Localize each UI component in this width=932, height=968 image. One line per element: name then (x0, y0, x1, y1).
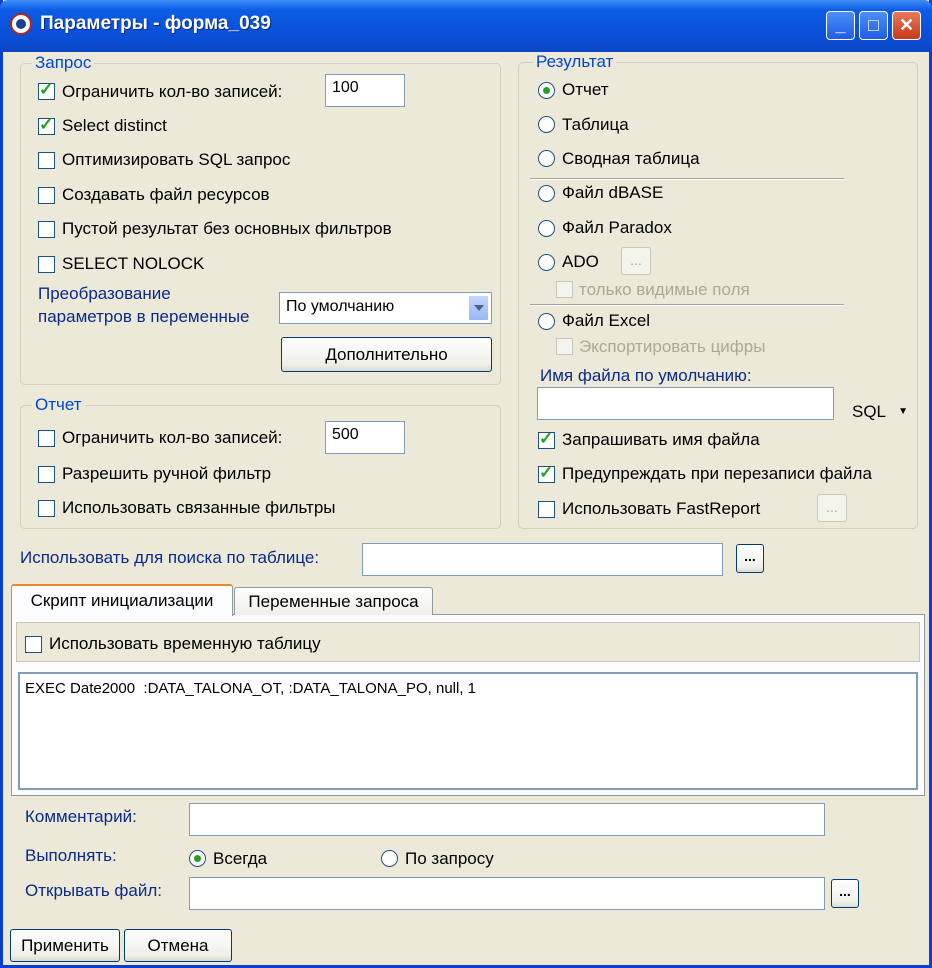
execute-always-label: Всегда (213, 849, 268, 868)
ask-filename-checkbox[interactable] (538, 432, 555, 449)
select-nolock-label: SELECT NOLOCK (62, 254, 205, 273)
sql-dropdown[interactable] (852, 402, 908, 422)
select-distinct-checkbox[interactable] (38, 118, 55, 135)
result-report-radio[interactable] (538, 82, 555, 99)
default-filename-label: Имя файла по умолчанию: (540, 366, 752, 385)
advanced-button[interactable]: Дополнительно (281, 337, 492, 372)
chevron-down-icon[interactable] (468, 295, 489, 321)
use-temp-table-label: Использовать временную таблицу (49, 634, 321, 653)
fastreport-browse-button[interactable]: ... (817, 494, 847, 522)
create-resource-file-label: Создавать файл ресурсов (62, 185, 270, 204)
table-search-browse-button[interactable]: ... (736, 544, 764, 573)
create-resource-file-checkbox[interactable] (38, 187, 55, 204)
visible-fields-only-label: только видимые поля (579, 280, 750, 299)
result-paradox-label: Файл Paradox (562, 218, 672, 237)
window-title: Параметры - форма_039 (40, 13, 271, 34)
result-pivot-radio[interactable] (538, 150, 555, 167)
result-excel-label: Файл Excel (562, 311, 651, 330)
select-nolock-checkbox[interactable] (38, 256, 55, 273)
param-conversion-select[interactable] (279, 292, 492, 324)
result-paradox-radio[interactable] (538, 220, 555, 237)
script-editor[interactable]: EXEC Date2000 :DATA_TALONA_OT, :DATA_TALONA_PO, null, 1 (18, 672, 918, 790)
default-filename-input[interactable] (537, 387, 834, 420)
result-ado-radio[interactable] (538, 254, 555, 271)
result-dbase-radio[interactable] (538, 185, 555, 202)
query-limit-input[interactable]: 100 (325, 74, 405, 107)
result-separator-2 (530, 304, 844, 306)
select-distinct-label: Select distinct (62, 116, 167, 135)
open-file-input[interactable] (189, 877, 825, 910)
query-group-legend: Запрос (32, 53, 94, 73)
warn-overwrite-checkbox[interactable] (538, 466, 555, 483)
result-excel-radio[interactable] (538, 313, 555, 330)
tab-init-script[interactable]: Скрипт инициализации (11, 584, 233, 616)
warn-overwrite-label: Предупреждать при перезаписи файла (562, 464, 872, 483)
result-table-radio[interactable] (538, 116, 555, 133)
close-button[interactable]: ✕ (892, 11, 921, 40)
ask-filename-label: Запрашивать имя файла (562, 430, 760, 449)
use-fastreport-checkbox[interactable] (538, 501, 555, 518)
app-icon (10, 13, 32, 35)
ado-browse-button[interactable]: ... (621, 247, 651, 275)
title-bar[interactable] (0, 0, 932, 52)
empty-result-label: Пустой результат без основных фильтров (62, 219, 392, 238)
comment-input[interactable] (189, 803, 825, 836)
linked-filters-label: Использовать связанные фильтры (62, 498, 336, 517)
query-limit-checkbox[interactable] (38, 83, 55, 100)
execute-on-request-label: По запросу (405, 849, 494, 868)
export-digits-label: Экспортировать цифры (579, 337, 766, 356)
use-temp-table-checkbox[interactable] (25, 636, 42, 653)
comment-label: Комментарий: (25, 807, 137, 826)
open-file-browse-button[interactable]: ... (831, 879, 859, 908)
execute-on-request-radio[interactable] (381, 850, 398, 867)
result-table-label: Таблица (562, 115, 629, 134)
minimize-button[interactable]: _ (826, 11, 855, 40)
param-conversion-label-line1: Преобразование (38, 284, 171, 303)
use-fastreport-label: Использовать FastReport (562, 499, 761, 518)
cancel-button[interactable]: Отмена (124, 929, 232, 962)
manual-filter-checkbox[interactable] (38, 466, 55, 483)
report-limit-label: Ограничить кол-во записей: (62, 428, 283, 447)
report-limit-input[interactable]: 500 (325, 421, 405, 454)
execute-always-radio[interactable] (189, 850, 206, 867)
table-search-label: Использовать для поиска по таблице: (20, 548, 320, 567)
result-ado-label: ADO (562, 252, 599, 271)
maximize-button[interactable]: □ (859, 11, 888, 40)
result-dbase-label: Файл dBASE (562, 183, 664, 202)
empty-result-checkbox[interactable] (38, 221, 55, 238)
result-separator-1 (530, 178, 844, 180)
export-digits-checkbox[interactable] (556, 338, 573, 355)
linked-filters-checkbox[interactable] (38, 500, 55, 517)
result-report-label: Отчет (562, 80, 609, 99)
sql-dropdown-label: SQL (852, 402, 886, 421)
query-limit-label: Ограничить кол-во записей: (62, 82, 283, 101)
manual-filter-label: Разрешить ручной фильтр (62, 464, 272, 483)
visible-fields-only-checkbox[interactable] (556, 281, 573, 298)
optimize-sql-checkbox[interactable] (38, 152, 55, 169)
dropdown-arrow-icon: ▼ (898, 406, 909, 417)
optimize-sql-label: Оптимизировать SQL запрос (62, 150, 291, 169)
table-search-input[interactable] (362, 543, 723, 576)
execute-label: Выполнять: (25, 846, 117, 865)
apply-button[interactable]: Применить (10, 929, 120, 962)
result-group-legend: Результат (533, 52, 616, 72)
report-limit-checkbox[interactable] (38, 430, 55, 447)
tab-query-variables[interactable]: Переменные запроса (234, 587, 433, 615)
report-group-legend: Отчет (32, 395, 85, 415)
result-pivot-label: Сводная таблица (562, 149, 700, 168)
open-file-label: Открывать файл: (25, 881, 162, 900)
param-conversion-label-line2: параметров в переменные (38, 307, 250, 326)
param-conversion-value: По умолчанию (286, 298, 395, 315)
